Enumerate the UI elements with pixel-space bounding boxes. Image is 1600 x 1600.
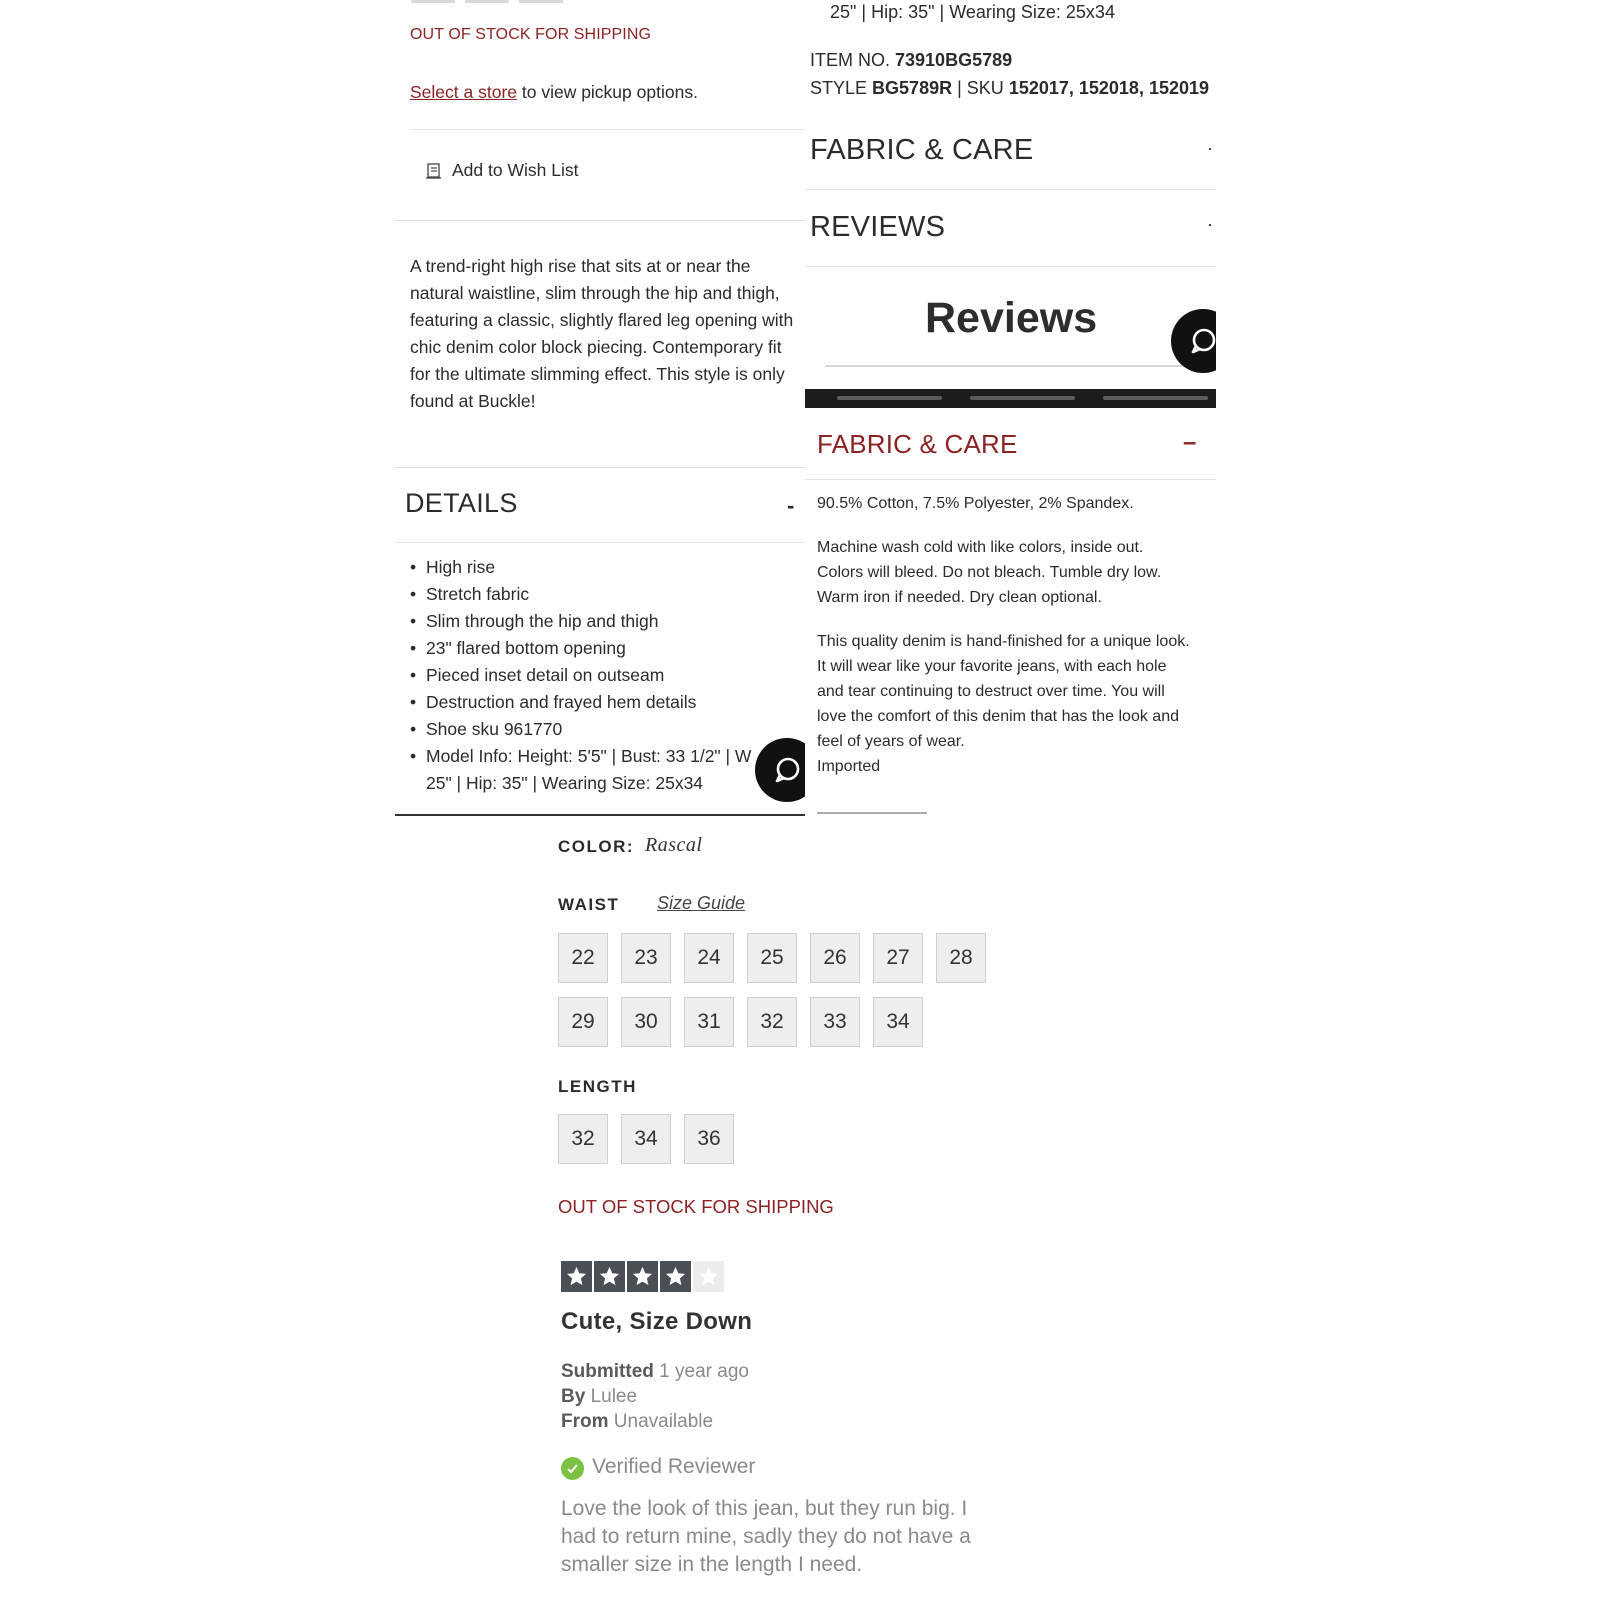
pickup-options-rest: to view pickup options. xyxy=(517,82,698,102)
chat-icon xyxy=(1187,325,1216,357)
waist-size-option[interactable]: 26 xyxy=(810,933,860,983)
from-label: From xyxy=(561,1411,609,1432)
details-list xyxy=(410,554,805,797)
reviews-header-cutoff xyxy=(817,812,927,818)
review-submitted xyxy=(561,1361,749,1383)
waist-size-option[interactable]: 23 xyxy=(621,933,671,983)
divider xyxy=(805,189,1216,190)
waist-size-option[interactable]: 29 xyxy=(558,997,608,1047)
image-carousel-bar xyxy=(805,389,1216,408)
by-label: By xyxy=(561,1386,586,1407)
model-info-continuation: 25" | Hip: 35" | Wearing Size: 25x34 xyxy=(830,2,1115,22)
length-size-option[interactable]: 36 xyxy=(684,1114,734,1164)
quality-line: and tear continuing to destruct over time. You will xyxy=(817,683,1165,700)
care-line: Machine wash cold with like colors, inside out. xyxy=(817,539,1144,556)
details-title[interactable]: DETAILS xyxy=(405,488,518,518)
reviews-heading: Reviews xyxy=(925,294,1098,342)
item-number-value: 73910BG5789 xyxy=(895,50,1013,70)
length-size-option[interactable]: 32 xyxy=(558,1114,608,1164)
star-filled-icon xyxy=(627,1261,658,1292)
swatch-stub xyxy=(519,0,563,3)
waist-size-option[interactable]: 34 xyxy=(873,997,923,1047)
chat-button[interactable] xyxy=(1171,309,1216,373)
accordion-expand-icon xyxy=(1209,224,1211,226)
description-line: found at Buckle! xyxy=(410,391,536,411)
submitted-value: 1 year ago xyxy=(659,1361,749,1382)
details-item: • Shoe sku 961770 xyxy=(410,716,805,743)
description-line: A trend-right high rise that sits at or near the xyxy=(410,256,751,276)
fabric-composition: 90.5% Cotton, 7.5% Polyester, 2% Spandex. xyxy=(817,495,1134,512)
details-item: • Slim through the hip and thigh xyxy=(410,608,805,635)
details-item: • 23" flared bottom opening xyxy=(410,635,805,662)
carousel-indicator[interactable] xyxy=(970,396,1075,400)
divider xyxy=(805,266,1216,267)
quality-line: love the comfort of this denim that has the look and xyxy=(817,708,1179,725)
review-title: Cute, Size Down xyxy=(561,1308,753,1335)
waist-size-option[interactable]: 27 xyxy=(873,933,923,983)
care-line: Colors will bleed. Do not bleach. Tumble dry low. xyxy=(817,564,1162,581)
carousel-indicator[interactable] xyxy=(1103,396,1208,400)
divider xyxy=(395,542,805,543)
waist-size-option[interactable]: 28 xyxy=(936,933,986,983)
right-screenshot-panel xyxy=(805,0,1216,820)
from-value: Unavailable xyxy=(613,1411,714,1432)
item-number-label: ITEM NO. xyxy=(810,50,890,70)
description-line: for the ultimate slimming effect. This style is only xyxy=(410,364,785,384)
quality-line: It will wear like your favorite jeans, with each hole xyxy=(817,658,1167,675)
style-sku xyxy=(810,78,1209,99)
details-item: • High rise xyxy=(410,554,805,581)
style-label: STYLE xyxy=(810,78,868,98)
out-of-stock-notice: OUT OF STOCK FOR SHIPPING xyxy=(558,1196,834,1217)
swatch-stub xyxy=(465,0,509,3)
quality-line: This quality denim is hand-finished for a unique look. xyxy=(817,633,1190,650)
swatch-stub xyxy=(411,0,455,3)
fabric-care-open-header[interactable]: FABRIC & CARE xyxy=(817,429,1018,459)
reviews-accordion-header[interactable]: REVIEWS xyxy=(810,211,946,243)
description-line: featuring a classic, slightly flared leg opening with xyxy=(410,310,794,330)
review-body xyxy=(561,1495,971,1579)
review-body-line: had to return mine, sadly they do not have a xyxy=(561,1525,971,1548)
carousel-indicator[interactable] xyxy=(837,396,942,400)
chat-icon xyxy=(771,754,803,786)
waist-size-option[interactable]: 24 xyxy=(684,933,734,983)
panel-bottom-divider xyxy=(395,814,805,816)
review-location xyxy=(561,1411,713,1433)
fabric-care-collapse-toggle[interactable]: – xyxy=(1183,429,1197,456)
details-continuation-text: 25" | Hip: 35" | Wearing Size: 25x34 xyxy=(426,773,704,793)
star-filled-icon xyxy=(561,1261,592,1292)
add-to-wishlist-button[interactable] xyxy=(425,160,578,181)
divider xyxy=(395,467,805,468)
waist-size-option[interactable]: 31 xyxy=(684,997,734,1047)
star-filled-icon xyxy=(660,1261,691,1292)
details-item: • Pieced inset detail on outseam xyxy=(410,662,805,689)
care-line: Warm iron if needed. Dry clean optional. xyxy=(817,589,1102,606)
review-body-line: Love the look of this jean, but they run big. I xyxy=(561,1497,968,1520)
divider xyxy=(395,220,805,221)
star-filled-icon xyxy=(594,1261,625,1292)
description-line: chic denim color block piecing. Contemporary fit xyxy=(410,337,782,357)
verified-reviewer-badge xyxy=(561,1453,755,1480)
style-value: BG5789R xyxy=(872,78,953,98)
wishlist-label: Add to Wish List xyxy=(452,160,579,180)
verified-label: Verified Reviewer xyxy=(592,1454,756,1478)
waist-size-option[interactable]: 30 xyxy=(621,997,671,1047)
length-size-option[interactable]: 34 xyxy=(621,1114,671,1164)
details-item: • Stretch fabric xyxy=(410,581,805,608)
size-guide-link[interactable]: Size Guide xyxy=(657,893,746,913)
details-collapse-toggle[interactable]: - xyxy=(787,493,795,518)
review-body-line: smaller size in the length I need. xyxy=(561,1553,863,1576)
select-store-link[interactable]: Select a store xyxy=(410,82,517,102)
description-line: natural waistline, slim through the hip and thigh, xyxy=(410,283,780,303)
details-item-continuation xyxy=(410,770,805,797)
pickup-options-text xyxy=(410,82,698,103)
by-value: Lulee xyxy=(590,1386,638,1407)
quality-note xyxy=(817,629,1190,779)
waist-size-option[interactable]: 33 xyxy=(810,997,860,1047)
waist-size-option[interactable]: 25 xyxy=(747,933,797,983)
divider xyxy=(825,365,1185,367)
details-item: • Model Info: Height: 5'5" | Bust: 33 1/2" | W xyxy=(410,743,805,770)
accordion-expand-icon xyxy=(1209,148,1211,150)
fabric-care-accordion-header[interactable]: FABRIC & CARE xyxy=(810,134,1034,166)
waist-size-option[interactable]: 32 xyxy=(747,997,797,1047)
quality-line: feel of years of wear. xyxy=(817,733,965,750)
details-item: • Destruction and frayed hem details xyxy=(410,689,805,716)
divider xyxy=(410,129,805,130)
check-circle-icon xyxy=(561,1457,584,1480)
care-instructions xyxy=(817,535,1161,610)
submitted-label: Submitted xyxy=(561,1361,654,1382)
out-of-stock-notice: OUT OF STOCK FOR SHIPPING xyxy=(410,26,652,43)
sku-value: 152017, 152018, 152019 xyxy=(1008,78,1210,98)
product-description xyxy=(410,253,793,415)
color-label: COLOR: xyxy=(558,837,635,856)
review-author xyxy=(561,1386,637,1408)
waist-label: WAIST xyxy=(558,895,620,914)
waist-size-option[interactable]: 22 xyxy=(558,933,608,983)
color-value: Rascal xyxy=(645,834,703,856)
sku-label: | SKU xyxy=(957,78,1004,98)
imported-text: Imported xyxy=(817,758,881,775)
star-empty-icon xyxy=(693,1261,724,1292)
item-number xyxy=(810,50,1012,71)
length-label: LENGTH xyxy=(558,1077,637,1096)
divider xyxy=(805,479,1216,480)
left-screenshot-panel xyxy=(395,0,805,820)
wishlist-icon xyxy=(425,162,443,180)
